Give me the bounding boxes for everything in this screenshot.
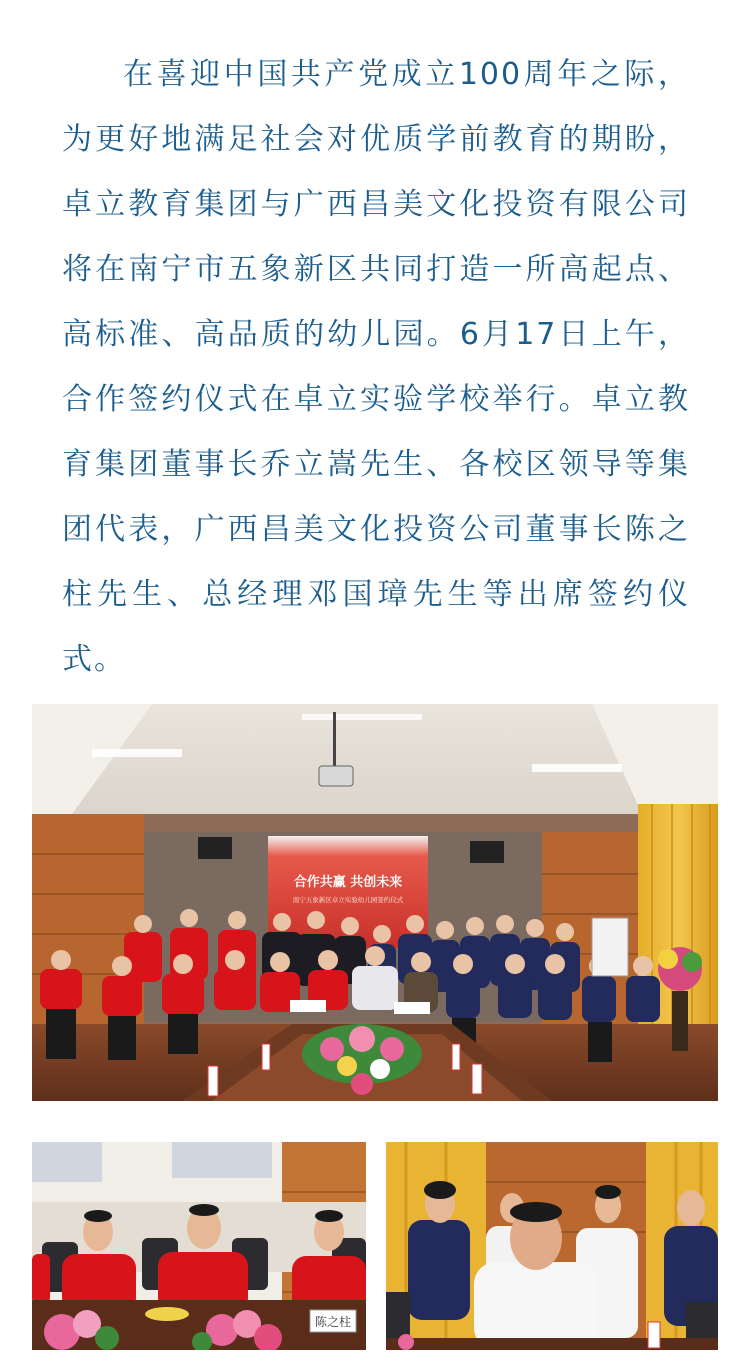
left-detail-photo bbox=[32, 1142, 366, 1350]
group-photo bbox=[32, 704, 718, 1101]
name-card-text: 陈之柱 bbox=[314, 1315, 352, 1329]
screen-title: 合作共赢 共创未来 bbox=[293, 875, 403, 890]
article-paragraph: 在喜迎中国共产党成立100周年之际，为更好地满足社会对优质学前教育的期盼，卓立教育集团与广西昌美文化投资有限公司将在南宁市五象新区共同打造一所高起点、高标准、高品质的幼儿园。6月17日上午，合作签约仪式在卓立实验学校举行。卓立教育集团董事长乔立嵩先生、各校区领导等集团代表，广西昌美文化投资公司董事长陈之柱先生、总经理邓国璋先生等出席签约仪式。 bbox=[62, 57, 690, 677]
right-detail-photo bbox=[386, 1142, 718, 1350]
screen-subtitle: 南宁五象新区卓立实验幼儿园签约仪式 bbox=[292, 896, 404, 904]
